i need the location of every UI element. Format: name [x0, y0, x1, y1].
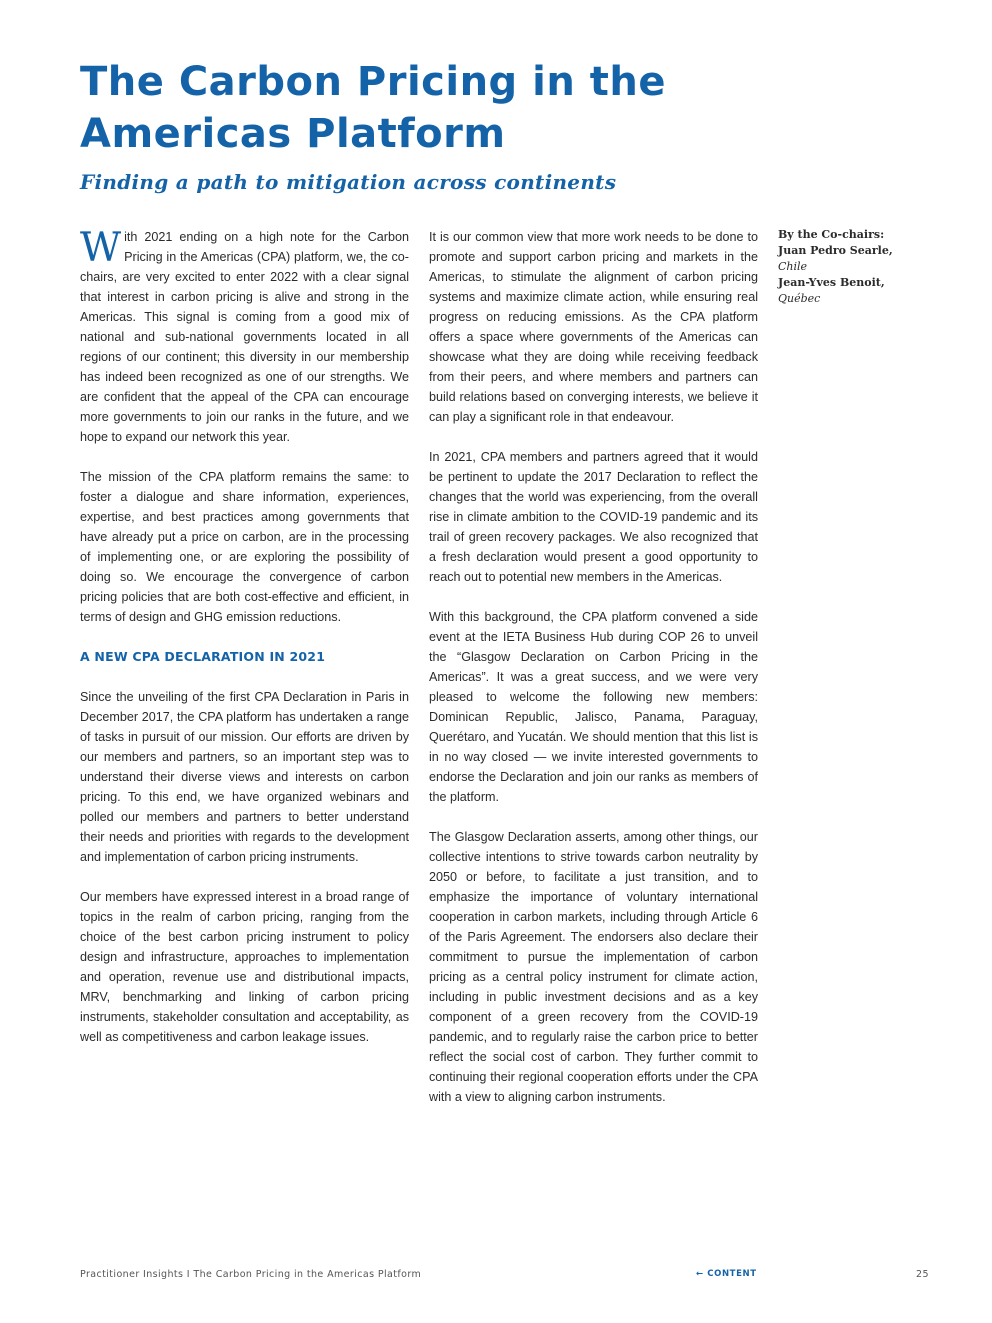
byline-label: By the Co-chairs:: [778, 228, 885, 241]
chair-name: Jean-Yves Benoit,: [778, 276, 885, 289]
section-heading: A NEW CPA DECLARATION IN 2021: [80, 649, 326, 664]
glasgow-paragraph: The Glasgow Declaration asserts, among other things, our collective intentions to strive towards carbon neutrality by 2050 or before, to facilitate a just transition, and to emphasize the importance of voluntary international cooperation in carbon markets, including through Article 6 of the Paris Agreement. The endorsers also declare their commitment to pursue the implementation of carbon pricing as a central policy instrument for climate action, including in public investment decisions and as a key component of a green recovery from the COVID-19 pandemic, and to regularly raise the carbon price to better reflect the social cost of carbon. They further commit to continuing their regional cooperation efforts under the CPA with a view to aligning carbon instruments.: [429, 830, 758, 1104]
footer-breadcrumb: Practitioner Insights I The Carbon Pricing in the Americas Platform: [80, 1269, 422, 1280]
side-event-paragraph: With this background, the CPA platform convened a side event at the IETA Business Hub during COP 26 to unveil the “Glasgow Declaration on Carbon Pricing in the Americas”. It was a great success, and we were very pleased to welcome the following new members: Dominican Republic, Jalisco, Panama, Paraguay, Querétaro, and Yucatán. We should mention that this list is in no way closed — we invite interested governments to endorse the Declaration and join our ranks as members of the platform.: [429, 610, 758, 804]
left-column: [80, 227, 409, 1067]
intro-paragraph-text: ith 2021 ending on a high note for the Carbon Pricing in the Americas (CPA) platform, we, the co-chairs, are very excited to enter 2022 with a clear signal that interest in carbon pricing is alive and strong in the Americas. This signal is coming from a good mix of national and sub-national governments located in all regions of our continent; this diversity in our membership has indeed been recognized as one of our strengths. We are confident that the appeal of the CPA can encourage more governments to join our ranks in the future, and we hope to expand our network this year.: [80, 230, 409, 444]
chair-name: Juan Pedro Searle,: [778, 244, 893, 257]
right-column: [429, 227, 758, 1127]
common-view-paragraph: It is our common view that more work needs to be done to promote and support carbon pricing and markets in the Americas, to stimulate the alignment of carbon pricing systems and maximize climate action, while ensuring real progress on reducing emissions. As the CPA platform offers a space where governments of the Americas can showcase what they are doing while receiving feedback from their peers, and where members and partners can build relations based on converging interests, we believe it can play a significant role in that endeavour.: [429, 230, 758, 424]
update-paragraph: In 2021, CPA members and partners agreed that it would be pertinent to update the 2017 Declaration to reflect the changes that the world was experiencing, from the overall rise in climate ambition to the COVID-19 pandemic and its trail of green recovery packages. We also recognized that a fresh declaration would present a good opportunity to reach out to potential new members in the Americas.: [429, 450, 758, 584]
content-link[interactable]: [696, 1269, 757, 1279]
co-chairs-byline: [778, 227, 928, 307]
intro-paragraph: [80, 227, 409, 447]
chair-place: Chile: [778, 260, 808, 273]
declaration-paragraph: Since the unveiling of the first CPA Declaration in Paris in December 2017, the CPA platform has undertaken a range of tasks in pursuit of our mission. Our efforts are driven by our members and partners, so an important step was to understand their diverse views and interests on carbon pricing. To this end, we have organized webinars and polled our members and partners to better understand their needs and priorities with regards to the development and implementation of carbon pricing instruments.: [80, 690, 409, 864]
topics-paragraph: Our members have expressed interest in a broad range of topics in the realm of carbon pricing, ranging from the choice of the best carbon pricing instrument to policy design and infrastructure, approaches to implementation and operation, revenue use and distributional impacts, MRV, benchmarking and linking of carbon pricing instruments, stakeholder consultation and acceptability, as well as competitiveness and carbon leakage issues.: [80, 890, 409, 1044]
arrow-left-icon: ←: [696, 1269, 704, 1279]
page-title: The Carbon Pricing in the Americas Platform: [80, 59, 666, 157]
chair-place: Québec: [778, 292, 821, 305]
drop-cap: W: [80, 225, 122, 271]
mission-paragraph: The mission of the CPA platform remains the same: to foster a dialogue and share information, experiences, expertise, and best practices among governments that have already put a price on carbon, are in the processing of implementing one, or are exploring the possibility of doing so. We encourage the convergence of carbon pricing policies that are both cost-effective and efficient, in terms of design and GHG emission reductions.: [80, 470, 409, 624]
page-subtitle: Finding a path to mitigation across continents: [80, 170, 617, 194]
page-number: 25: [916, 1269, 929, 1280]
content-link-label: CONTENT: [707, 1269, 757, 1279]
